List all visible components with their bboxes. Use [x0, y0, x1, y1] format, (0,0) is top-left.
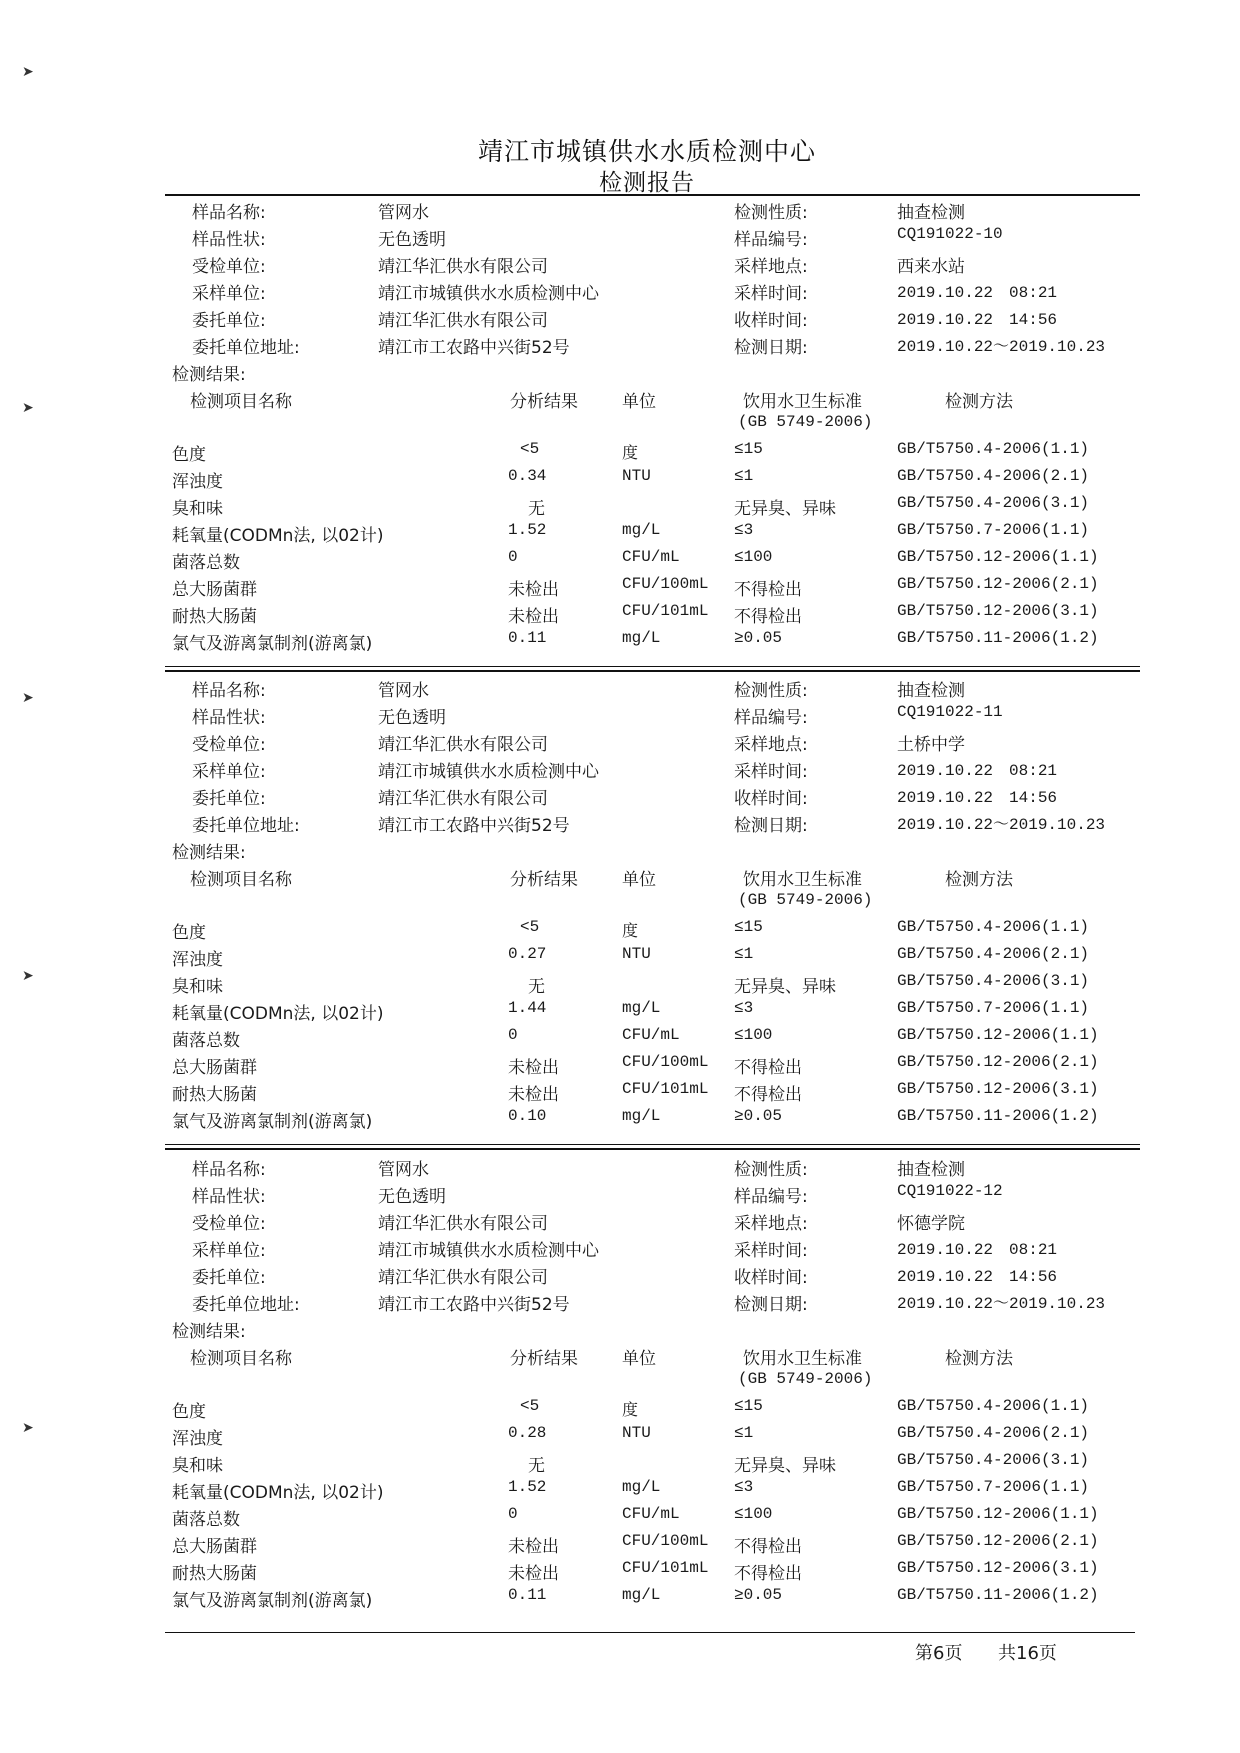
- results-label-row: [0, 360, 1240, 387]
- bottom-rule: [165, 1632, 1135, 1633]
- info-value: 靖江华汇供水有限公司: [378, 257, 548, 277]
- info-label: 样品性状:: [192, 230, 266, 250]
- info-value: 靖江华汇供水有限公司: [378, 735, 548, 755]
- info-row: [0, 198, 1240, 225]
- item-standard: 不得检出: [734, 580, 802, 600]
- item-name: 色度: [172, 445, 206, 465]
- info-label: 样品名称:: [192, 203, 266, 223]
- report-org-title: 靖江市城镇供水水质检测中心: [477, 137, 816, 166]
- table-header-code: [0, 1370, 1240, 1397]
- item-result: 0.27: [508, 945, 547, 963]
- item-result: 未检出: [508, 1537, 559, 1557]
- item-result: 0.10: [508, 1107, 547, 1125]
- info-label: 收样时间:: [734, 1268, 808, 1288]
- table-row: [0, 1505, 1240, 1532]
- item-method: GB/T5750.4-2006(2.1): [897, 467, 1090, 485]
- info-value: 靖江市城镇供水水质检测中心: [378, 1241, 599, 1261]
- item-method: GB/T5750.7-2006(1.1): [897, 999, 1090, 1017]
- header-unit: 单位: [622, 870, 656, 890]
- item-name: 臭和味: [172, 1456, 223, 1476]
- item-unit: NTU: [622, 467, 651, 485]
- item-name: 耐热大肠菌: [172, 1564, 257, 1584]
- sample-section: [0, 198, 1240, 668]
- info-value: 2019.10.22～2019.10.23: [897, 816, 1106, 834]
- item-method: GB/T5750.4-2006(3.1): [897, 1451, 1090, 1469]
- item-result: 0.11: [508, 629, 547, 647]
- info-value: 靖江华汇供水有限公司: [378, 1214, 548, 1234]
- info-value: 2019.10.22 14:56: [897, 311, 1058, 329]
- item-result: 无: [528, 1456, 545, 1476]
- report-title: 检测报告: [599, 170, 695, 196]
- top-rule: [165, 194, 1140, 196]
- section-divider: [165, 1148, 1140, 1150]
- info-label: 受检单位:: [192, 1214, 266, 1234]
- item-result: 1.44: [508, 999, 547, 1017]
- item-result: 0.11: [508, 1586, 547, 1604]
- item-unit: CFU/mL: [622, 548, 680, 566]
- item-unit: CFU/mL: [622, 1505, 680, 1523]
- info-row: [0, 225, 1240, 252]
- results-label: 检测结果:: [172, 843, 246, 863]
- item-method: GB/T5750.4-2006(3.1): [897, 972, 1090, 990]
- header-result: 分析结果: [510, 870, 578, 890]
- item-unit: 度: [622, 1402, 639, 1420]
- info-label: 委托单位地址:: [192, 1295, 300, 1315]
- info-value: 管网水: [378, 1160, 429, 1180]
- info-value: 2019.10.22～2019.10.23: [897, 338, 1106, 356]
- table-row: [0, 494, 1240, 521]
- info-value: 靖江华汇供水有限公司: [378, 1268, 548, 1288]
- item-method: GB/T5750.12-2006(3.1): [897, 602, 1099, 620]
- table-row: [0, 1080, 1240, 1107]
- item-result: 未检出: [508, 1564, 559, 1584]
- item-standard: ≤1: [734, 467, 754, 485]
- page-total: 共16页: [998, 1643, 1057, 1664]
- info-label: 检测日期:: [734, 1295, 808, 1315]
- info-label: 样品性状:: [192, 708, 266, 728]
- info-label: 样品编号:: [734, 230, 808, 250]
- header-method: 检测方法: [945, 392, 1013, 412]
- table-row: [0, 467, 1240, 494]
- info-value: 抽查检测: [897, 203, 965, 223]
- info-label: 采样单位:: [192, 762, 266, 782]
- item-standard: ≤100: [734, 1026, 773, 1044]
- info-row: [0, 1263, 1240, 1290]
- item-standard: 无异臭、异味: [734, 1456, 836, 1476]
- item-unit: mg/L: [622, 999, 661, 1017]
- info-row: [0, 784, 1240, 811]
- item-standard: 无异臭、异味: [734, 499, 836, 519]
- item-name: 菌落总数: [172, 1031, 240, 1051]
- table-header: [0, 387, 1240, 414]
- item-method: GB/T5750.4-2006(1.1): [897, 440, 1090, 458]
- page-number: 第6页: [915, 1643, 963, 1664]
- header-standard-code: (GB 5749-2006): [738, 1370, 873, 1388]
- info-row: [0, 1290, 1240, 1317]
- item-standard: ≤3: [734, 521, 754, 539]
- info-value: 靖江市城镇供水水质检测中心: [378, 762, 599, 782]
- table-header-code: [0, 413, 1240, 440]
- item-standard: ≤3: [734, 1478, 754, 1496]
- table-row: [0, 575, 1240, 602]
- item-standard: 不得检出: [734, 1537, 802, 1557]
- item-standard: ≥0.05: [734, 1107, 783, 1125]
- header-unit: 单位: [622, 1349, 656, 1369]
- item-method: GB/T5750.7-2006(1.1): [897, 521, 1090, 539]
- info-row: [0, 279, 1240, 306]
- item-method: GB/T5750.7-2006(1.1): [897, 1478, 1090, 1496]
- table-header-code: [0, 891, 1240, 918]
- item-method: GB/T5750.12-2006(2.1): [897, 1053, 1099, 1071]
- info-label: 样品编号:: [734, 708, 808, 728]
- info-value: 2019.10.22 14:56: [897, 789, 1058, 807]
- table-row: [0, 1478, 1240, 1505]
- info-value: 土桥中学: [897, 735, 965, 755]
- header-standard-code: (GB 5749-2006): [738, 413, 873, 431]
- table-row: [0, 972, 1240, 999]
- info-label: 检测性质:: [734, 681, 808, 701]
- item-method: GB/T5750.12-2006(2.1): [897, 575, 1099, 593]
- table-header: [0, 1344, 1240, 1371]
- info-value: CQ191022-11: [897, 703, 1003, 721]
- item-result: 0: [508, 1505, 518, 1523]
- item-standard: ≤15: [734, 918, 763, 936]
- info-value: 2019.10.22 08:21: [897, 762, 1058, 780]
- info-label: 检测性质:: [734, 203, 808, 223]
- info-value: 靖江华汇供水有限公司: [378, 311, 548, 331]
- info-row: [0, 757, 1240, 784]
- item-method: GB/T5750.4-2006(1.1): [897, 1397, 1090, 1415]
- item-method: GB/T5750.12-2006(2.1): [897, 1532, 1099, 1550]
- info-value: 无色透明: [378, 230, 446, 250]
- info-label: 收样时间:: [734, 789, 808, 809]
- info-label: 委托单位地址:: [192, 338, 300, 358]
- table-row: [0, 1532, 1240, 1559]
- info-value: 怀德学院: [897, 1214, 965, 1234]
- info-value: 靖江市工农路中兴街52号: [378, 1295, 570, 1315]
- item-method: GB/T5750.12-2006(1.1): [897, 548, 1099, 566]
- item-standard: 不得检出: [734, 607, 802, 627]
- info-label: 采样地点:: [734, 257, 808, 277]
- item-method: GB/T5750.4-2006(1.1): [897, 918, 1090, 936]
- info-label: 检测日期:: [734, 338, 808, 358]
- item-standard: 不得检出: [734, 1564, 802, 1584]
- header-standard: 饮用水卫生标准: [743, 870, 862, 890]
- table-row: [0, 1559, 1240, 1586]
- item-result: <5: [520, 918, 540, 936]
- item-method: GB/T5750.12-2006(1.1): [897, 1026, 1099, 1044]
- results-label-row: [0, 838, 1240, 865]
- info-label: 样品名称:: [192, 1160, 266, 1180]
- item-method: GB/T5750.11-2006(1.2): [897, 629, 1099, 647]
- table-row: [0, 1053, 1240, 1080]
- table-row: [0, 1107, 1240, 1134]
- info-label: 采样时间:: [734, 762, 808, 782]
- item-result: <5: [520, 1397, 540, 1415]
- item-result: 未检出: [508, 580, 559, 600]
- item-standard: ≤15: [734, 1397, 763, 1415]
- item-standard: 不得检出: [734, 1058, 802, 1078]
- info-value: 管网水: [378, 203, 429, 223]
- header-result: 分析结果: [510, 392, 578, 412]
- table-row: [0, 1397, 1240, 1424]
- header-standard: 饮用水卫生标准: [743, 392, 862, 412]
- item-result: <5: [520, 440, 540, 458]
- item-unit: CFU/100mL: [622, 1532, 709, 1550]
- item-result: 0.28: [508, 1424, 547, 1442]
- item-result: 未检出: [508, 607, 559, 627]
- item-standard: ≤15: [734, 440, 763, 458]
- item-standard: ≥0.05: [734, 629, 783, 647]
- info-value: 2019.10.22 08:21: [897, 1241, 1058, 1259]
- results-label-row: [0, 1317, 1240, 1344]
- item-name: 耗氧量(CODMn法, 以02计): [172, 526, 384, 546]
- item-result: 未检出: [508, 1058, 559, 1078]
- table-row: [0, 440, 1240, 467]
- item-unit: 度: [622, 923, 639, 941]
- info-label: 采样时间:: [734, 284, 808, 304]
- item-result: 0: [508, 548, 518, 566]
- table-row: [0, 945, 1240, 972]
- info-label: 委托单位:: [192, 311, 266, 331]
- table-row: [0, 1586, 1240, 1613]
- info-value: 靖江市城镇供水水质检测中心: [378, 284, 599, 304]
- item-method: GB/T5750.4-2006(3.1): [897, 494, 1090, 512]
- info-value: 抽查检测: [897, 681, 965, 701]
- item-name: 浑浊度: [172, 472, 223, 492]
- info-label: 样品性状:: [192, 1187, 266, 1207]
- info-label: 受检单位:: [192, 735, 266, 755]
- item-standard: 不得检出: [734, 1085, 802, 1105]
- header-item: 检测项目名称: [190, 870, 292, 890]
- section-divider: [165, 1144, 1140, 1145]
- item-method: GB/T5750.4-2006(2.1): [897, 1424, 1090, 1442]
- item-result: 0: [508, 1026, 518, 1044]
- item-name: 臭和味: [172, 977, 223, 997]
- item-unit: 度: [622, 445, 639, 463]
- info-label: 采样单位:: [192, 1241, 266, 1261]
- item-unit: NTU: [622, 1424, 651, 1442]
- table-row: [0, 602, 1240, 629]
- header-method: 检测方法: [945, 1349, 1013, 1369]
- item-name: 臭和味: [172, 499, 223, 519]
- item-unit: CFU/101mL: [622, 1080, 709, 1098]
- item-result: 未检出: [508, 1085, 559, 1105]
- item-name: 总大肠菌群: [172, 1537, 257, 1557]
- table-row: [0, 548, 1240, 575]
- item-name: 菌落总数: [172, 1510, 240, 1530]
- info-label: 检测日期:: [734, 816, 808, 836]
- results-label: 检测结果:: [172, 365, 246, 385]
- item-method: GB/T5750.11-2006(1.2): [897, 1107, 1099, 1125]
- sample-section: [0, 1155, 1240, 1625]
- info-label: 委托单位:: [192, 789, 266, 809]
- item-result: 1.52: [508, 521, 547, 539]
- info-value: 靖江华汇供水有限公司: [378, 789, 548, 809]
- info-label: 采样单位:: [192, 284, 266, 304]
- item-unit: mg/L: [622, 1586, 661, 1604]
- info-row: [0, 1155, 1240, 1182]
- header-item: 检测项目名称: [190, 392, 292, 412]
- info-value: CQ191022-12: [897, 1182, 1003, 1200]
- header-result: 分析结果: [510, 1349, 578, 1369]
- item-unit: CFU/100mL: [622, 1053, 709, 1071]
- header-standard: 饮用水卫生标准: [743, 1349, 862, 1369]
- item-method: GB/T5750.12-2006(1.1): [897, 1505, 1099, 1523]
- results-label: 检测结果:: [172, 1322, 246, 1342]
- header-method: 检测方法: [945, 870, 1013, 890]
- info-value: 靖江市工农路中兴街52号: [378, 338, 570, 358]
- item-name: 总大肠菌群: [172, 1058, 257, 1078]
- item-name: 色度: [172, 1402, 206, 1422]
- table-row: [0, 1424, 1240, 1451]
- sample-section: [0, 676, 1240, 1146]
- item-name: 氯气及游离氯制剂(游离氯): [172, 1591, 373, 1611]
- item-standard: ≥0.05: [734, 1586, 783, 1604]
- info-row: [0, 1236, 1240, 1263]
- info-value: 西来水站: [897, 257, 965, 277]
- item-standard: ≤3: [734, 999, 754, 1017]
- info-value: 抽查检测: [897, 1160, 965, 1180]
- item-standard: 无异臭、异味: [734, 977, 836, 997]
- item-unit: CFU/101mL: [622, 1559, 709, 1577]
- item-name: 氯气及游离氯制剂(游离氯): [172, 634, 373, 654]
- item-method: GB/T5750.4-2006(2.1): [897, 945, 1090, 963]
- info-value: 2019.10.22～2019.10.23: [897, 1295, 1106, 1313]
- item-unit: NTU: [622, 945, 651, 963]
- info-label: 采样地点:: [734, 1214, 808, 1234]
- info-row: [0, 676, 1240, 703]
- item-name: 耗氧量(CODMn法, 以02计): [172, 1004, 384, 1024]
- item-unit: mg/L: [622, 521, 661, 539]
- item-result: 1.52: [508, 1478, 547, 1496]
- item-name: 总大肠菌群: [172, 580, 257, 600]
- info-row: [0, 811, 1240, 838]
- info-row: [0, 703, 1240, 730]
- info-value: CQ191022-10: [897, 225, 1003, 243]
- info-value: 靖江市工农路中兴街52号: [378, 816, 570, 836]
- info-row: [0, 1209, 1240, 1236]
- header-item: 检测项目名称: [190, 1349, 292, 1369]
- item-name: 菌落总数: [172, 553, 240, 573]
- header-standard-code: (GB 5749-2006): [738, 891, 873, 909]
- item-unit: CFU/101mL: [622, 602, 709, 620]
- item-result: 0.34: [508, 467, 547, 485]
- info-row: [0, 306, 1240, 333]
- item-name: 氯气及游离氯制剂(游离氯): [172, 1112, 373, 1132]
- info-label: 样品编号:: [734, 1187, 808, 1207]
- info-label: 收样时间:: [734, 311, 808, 331]
- item-method: GB/T5750.11-2006(1.2): [897, 1586, 1099, 1604]
- section-divider: [165, 666, 1140, 667]
- info-value: 无色透明: [378, 1187, 446, 1207]
- table-row: [0, 1451, 1240, 1478]
- item-name: 耐热大肠菌: [172, 1085, 257, 1105]
- table-header: [0, 865, 1240, 892]
- section-divider: [165, 670, 1140, 672]
- header-unit: 单位: [622, 392, 656, 412]
- item-unit: CFU/mL: [622, 1026, 680, 1044]
- info-label: 检测性质:: [734, 1160, 808, 1180]
- info-label: 样品名称:: [192, 681, 266, 701]
- item-unit: CFU/100mL: [622, 575, 709, 593]
- item-method: GB/T5750.12-2006(3.1): [897, 1559, 1099, 1577]
- item-name: 耐热大肠菌: [172, 607, 257, 627]
- item-name: 浑浊度: [172, 1429, 223, 1449]
- item-name: 色度: [172, 923, 206, 943]
- table-row: [0, 629, 1240, 656]
- item-name: 耗氧量(CODMn法, 以02计): [172, 1483, 384, 1503]
- info-label: 受检单位:: [192, 257, 266, 277]
- info-label: 采样地点:: [734, 735, 808, 755]
- info-value: 无色透明: [378, 708, 446, 728]
- info-value: 管网水: [378, 681, 429, 701]
- item-name: 浑浊度: [172, 950, 223, 970]
- item-standard: ≤100: [734, 548, 773, 566]
- info-label: 委托单位地址:: [192, 816, 300, 836]
- table-row: [0, 999, 1240, 1026]
- info-row: [0, 333, 1240, 360]
- table-row: [0, 1026, 1240, 1053]
- table-row: [0, 521, 1240, 548]
- info-row: [0, 252, 1240, 279]
- info-row: [0, 1182, 1240, 1209]
- info-value: 2019.10.22 08:21: [897, 284, 1058, 302]
- item-result: 无: [528, 499, 545, 519]
- item-standard: ≤100: [734, 1505, 773, 1523]
- info-label: 委托单位:: [192, 1268, 266, 1288]
- table-row: [0, 918, 1240, 945]
- item-unit: mg/L: [622, 629, 661, 647]
- info-value: 2019.10.22 14:56: [897, 1268, 1058, 1286]
- info-row: [0, 730, 1240, 757]
- item-method: GB/T5750.12-2006(3.1): [897, 1080, 1099, 1098]
- info-label: 采样时间:: [734, 1241, 808, 1261]
- item-result: 无: [528, 977, 545, 997]
- item-standard: ≤1: [734, 945, 754, 963]
- item-unit: mg/L: [622, 1107, 661, 1125]
- item-standard: ≤1: [734, 1424, 754, 1442]
- item-unit: mg/L: [622, 1478, 661, 1496]
